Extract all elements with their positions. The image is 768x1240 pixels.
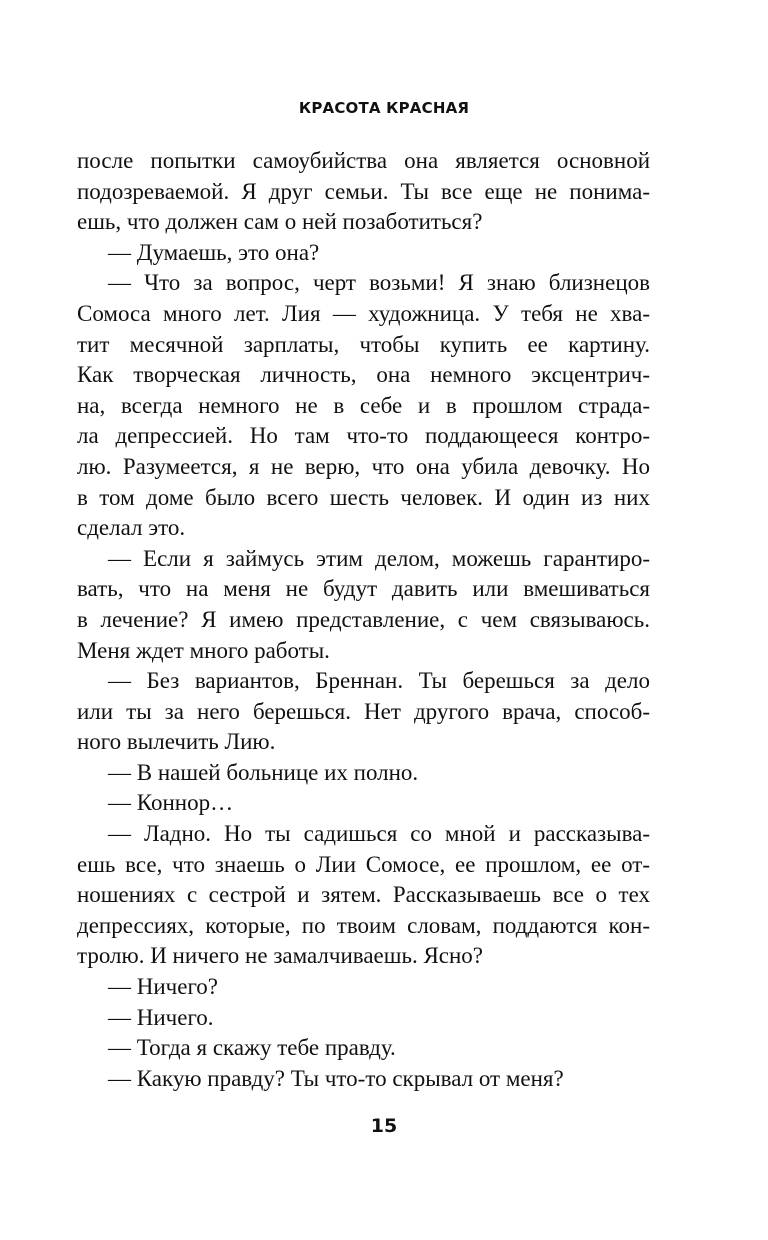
text-line: лю. Разумеется, я не верю, что она убила девочку. Но: [77, 453, 650, 479]
text-line: тролю. И ничего не замалчиваешь. Ясно?: [77, 943, 484, 969]
text-line: — Ничего?: [108, 974, 219, 1000]
text-line: или ты за него берешься. Нет другого врача, способ-: [77, 698, 650, 724]
text-line: вать, что на меня не будут давить или вмешиваться: [77, 576, 650, 602]
text-line: ла депрессией. Но там что-то поддающееся контро-: [77, 423, 650, 449]
text-line: — В нашей больнице их полно.: [108, 759, 419, 785]
text-line: Как творческая личность, она немного эксцентрич-: [77, 362, 650, 388]
text-line: — Без вариантов, Бреннан. Ты берешься за дело: [108, 668, 650, 694]
text-line: — Ничего.: [108, 1004, 214, 1030]
text-line: Сомоса много лет. Лия — художница. У тебя не хва-: [77, 300, 650, 326]
text-line: — Тогда я скажу тебе правду.: [108, 1035, 396, 1061]
text-line: подозреваемой. Я друг семьи. Ты все еще не понима-: [77, 178, 650, 204]
text-line: в лечение? Я имею представление, с чем связываюсь.: [77, 606, 650, 632]
text-line: в том доме было всего шесть человек. И один из них: [77, 484, 650, 510]
text-line: ного вылечить Лию.: [77, 729, 276, 755]
text-line: — Если я займусь этим делом, можешь гарантиро-: [108, 545, 650, 571]
text-line: после попытки самоубийства она является основной: [77, 148, 650, 173]
text-line: ношениях с сестрой и зятем. Рассказываешь все о тех: [77, 882, 650, 908]
text-line: — Ладно. Но ты садишься со мной и рассказыва-: [108, 821, 650, 847]
text-line: — Думаешь, это она?: [108, 239, 320, 265]
text-line: — Что за вопрос, черт возьми! Я знаю близнецов: [108, 270, 650, 296]
text-line: — Какую правду? Ты что-то скрывал от меня?: [108, 1065, 564, 1091]
text-line: — Коннор…: [108, 790, 234, 816]
body-text: [77, 146, 650, 1094]
text-line: сделал это.: [77, 515, 186, 541]
text-line: тит месячной зарплаты, чтобы купить ее картину.: [77, 331, 650, 357]
text-line: ешь все, что знаешь о Лии Сомосе, ее прошлом, ее от-: [77, 851, 650, 877]
page-number: 15: [370, 1115, 398, 1137]
text-line: на, всегда немного не в себе и в прошлом страда-: [77, 392, 650, 418]
running-head: КРАСОТА КРАСНАЯ: [298, 99, 470, 117]
text-line: Меня ждет много работы.: [77, 637, 330, 663]
text-line: ешь, что должен сам о ней позаботиться?: [77, 209, 483, 235]
text-line: депрессиях, которые, по твоим словам, поддаются кон-: [77, 912, 650, 938]
